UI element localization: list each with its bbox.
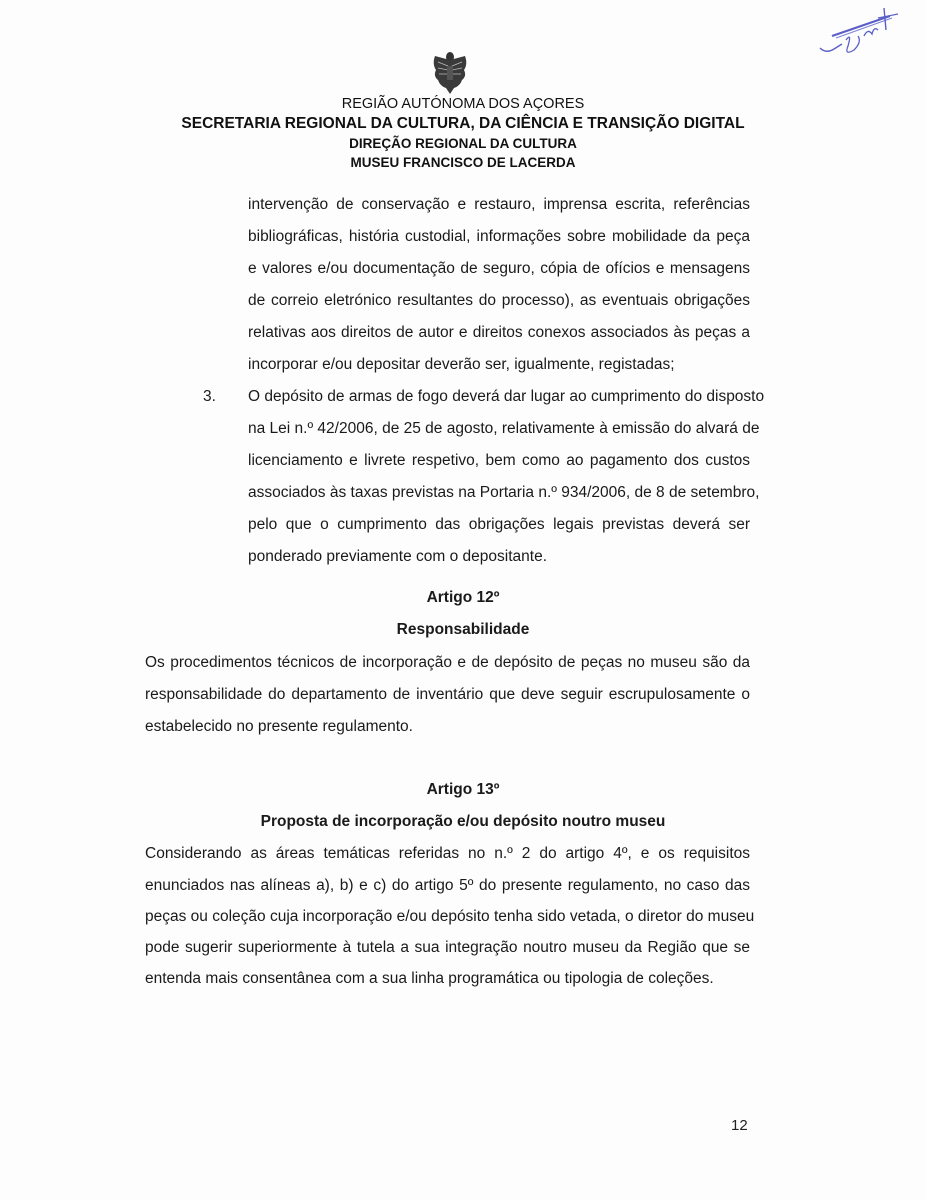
article-12-number: Artigo 12º bbox=[426, 589, 500, 606]
list-item-number: 3. bbox=[203, 388, 216, 405]
text-line: pode sugerir superiormente à tutela a sua integração noutro museu da Região que se bbox=[145, 939, 750, 956]
header-region: REGIÃO AUTÓNOMA DOS AÇORES bbox=[341, 96, 585, 112]
text-line: responsabilidade do departamento de inventário que deve seguir escrupulosamente o bbox=[145, 686, 750, 703]
eagle-crest-icon bbox=[430, 50, 470, 96]
text-line: Os procedimentos técnicos de incorporação e de depósito de peças no museu são da bbox=[145, 654, 750, 671]
article-13-number: Artigo 13º bbox=[426, 781, 500, 798]
text-line: licenciamento e livrete respetivo, bem como ao pagamento dos custos bbox=[248, 452, 750, 469]
text-line: ponderado previamente com o depositante. bbox=[248, 548, 548, 565]
text-line: e valores e/ou documentação de seguro, cópia de ofícios e mensagens bbox=[248, 260, 750, 277]
text-line: intervenção de conservação e restauro, imprensa escrita, referências bbox=[248, 196, 750, 213]
header-secretariat: SECRETARIA REGIONAL DA CULTURA, DA CIÊNCIA E TRANSIÇÃO DIGITAL bbox=[181, 115, 745, 132]
page-number: 12 bbox=[731, 1117, 748, 1134]
text-line: Considerando as áreas temáticas referidas no n.º 2 do artigo 4º, e os requisitos bbox=[145, 845, 750, 862]
text-line: pelo que o cumprimento das obrigações legais previstas deverá ser bbox=[248, 516, 750, 533]
text-line: O depósito de armas de fogo deverá dar lugar ao cumprimento do disposto bbox=[248, 388, 765, 405]
text-line: relativas aos direitos de autor e direitos conexos associados às peças a bbox=[248, 324, 750, 341]
text-line: bibliográficas, história custodial, informações sobre mobilidade da peça bbox=[248, 228, 750, 245]
text-line: incorporar e/ou depositar deverão ser, igualmente, registadas; bbox=[248, 356, 675, 373]
header-directorate: DIREÇÃO REGIONAL DA CULTURA bbox=[349, 136, 577, 151]
text-line: peças ou coleção cuja incorporação e/ou depósito tenha sido vetada, o diretor do museu bbox=[145, 908, 755, 925]
text-line: de correio eletrónico resultantes do processo), as eventuais obrigações bbox=[248, 292, 750, 309]
text-line: associados às taxas previstas na Portaria n.º 934/2006, de 8 de setembro, bbox=[248, 484, 760, 501]
text-line: na Lei n.º 42/2006, de 25 de agosto, relativamente à emissão do alvará de bbox=[248, 420, 760, 437]
handwritten-signature-icon bbox=[812, 6, 902, 58]
article-12-title: Responsabilidade bbox=[396, 621, 530, 638]
text-line: entenda mais consentânea com a sua linha programática ou tipologia de coleções. bbox=[145, 970, 714, 987]
text-line: enunciados nas alíneas a), b) e c) do artigo 5º do presente regulamento, no caso das bbox=[145, 877, 750, 894]
header-museum: MUSEU FRANCISCO DE LACERDA bbox=[350, 155, 576, 170]
article-13-title: Proposta de incorporação e/ou depósito noutro museu bbox=[260, 813, 666, 830]
text-line: estabelecido no presente regulamento. bbox=[145, 718, 413, 735]
